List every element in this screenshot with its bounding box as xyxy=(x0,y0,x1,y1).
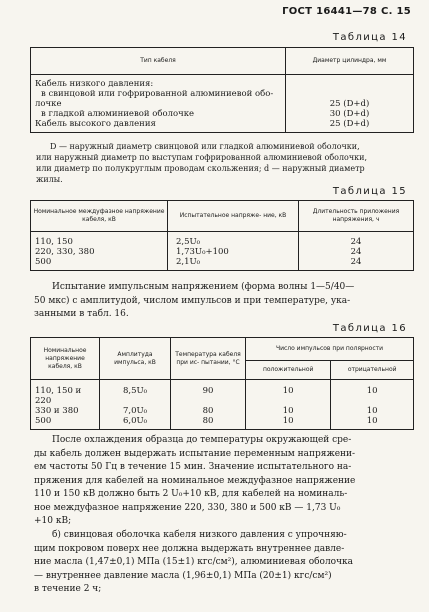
paragraph-line: ное междуфазное напряжение 220, 330, 380 и 500 кВ — 1,73 U₀ xyxy=(34,502,341,513)
table-cell: в гладкой алюминиевой оболочке xyxy=(31,109,286,119)
table14-caption: Таблица 14 xyxy=(332,32,407,43)
table-cell: 10 xyxy=(246,416,331,430)
table16-header-amplitude: Амплитуда импульса, кВ xyxy=(100,338,171,380)
table-cell: 10 xyxy=(246,406,331,416)
table-cell: 80 xyxy=(171,416,246,430)
table15-caption: Таблица 15 xyxy=(332,186,407,197)
table-cell: 500 xyxy=(31,257,168,271)
table-cell: 2,5U₀ xyxy=(168,232,299,248)
table-cell: Кабель низкого давления: xyxy=(31,75,286,90)
table16-header-negative: отрицательной xyxy=(331,361,414,380)
table-row xyxy=(31,416,414,430)
table16-header-impulses: Число импульсов при полярности xyxy=(246,338,414,361)
table-row xyxy=(31,75,414,90)
table14-note xyxy=(36,141,414,185)
table-cell: в свинцовой или гофрированной алюминиевой обо- xyxy=(31,89,286,99)
table16-caption: Таблица 16 xyxy=(332,323,407,334)
table16 xyxy=(30,337,414,430)
note-line: или наружный диаметр по выступам гофрированной алюминиевой оболочки, xyxy=(36,153,368,162)
table-cell: 25 (D+d) xyxy=(286,99,414,109)
table-cell: 2,1U₀ xyxy=(168,257,299,271)
note-line: D — наружный диаметр свинцовой или гладкой алюминиевой оболочки, xyxy=(50,142,360,151)
table-cell: Кабель высокого давления xyxy=(31,119,286,133)
paragraph-line: — внутреннее давление масла (1,96±0,1) МПа (20±1) кгс/см²) xyxy=(34,570,332,581)
table-row xyxy=(31,232,414,248)
paragraph-line: +10 кВ; xyxy=(34,516,72,526)
table-row xyxy=(31,247,414,257)
table-cell: 10 xyxy=(331,380,414,407)
table-row xyxy=(31,406,414,416)
table-cell: 6,0U₀ xyxy=(100,416,171,430)
table15-header-duration: Длительность приложения напряжения, ч xyxy=(299,201,414,232)
table-cell: 24 xyxy=(299,257,414,271)
table-cell: 10 xyxy=(331,406,414,416)
table-cell: 500 xyxy=(31,416,100,430)
table-cell: 80 xyxy=(171,406,246,416)
table16-header-voltage: Номинальное напряжение кабеля, кВ xyxy=(31,338,100,380)
table-cell: 220, 330, 380 xyxy=(31,247,168,257)
table-cell: лочке xyxy=(31,99,286,109)
paragraph-line: ем частоты 50 Гц в течение 15 мин. Значение испытательного на- xyxy=(34,462,352,472)
paragraph-line: занными в табл. 16. xyxy=(34,309,129,319)
table-cell: 10 xyxy=(246,380,331,407)
table-row xyxy=(31,380,414,407)
table-cell: 24 xyxy=(299,247,414,257)
table-row xyxy=(31,257,414,271)
table-cell: 1,73U₀+100 xyxy=(168,247,299,257)
paragraph-line: б) свинцовая оболочка кабеля низкого давления с упрочняю- xyxy=(52,530,347,540)
cooling-test-paragraph xyxy=(34,434,414,529)
table-cell: 90 xyxy=(171,380,246,407)
table14-header-cable-type: Тип кабеля xyxy=(31,48,286,75)
paragraph-line: в течение 2 ч; xyxy=(34,584,102,594)
table-cell xyxy=(286,75,414,90)
paragraph-line: После охлаждения образца до температуры окружающей сре- xyxy=(52,435,352,445)
table16-header-positive: положительной xyxy=(246,361,331,380)
table-cell: 8,5U₀ xyxy=(100,380,171,407)
note-line: или диаметр по полукруглым проводам скольжения; d — наружный диаметр xyxy=(36,164,365,173)
table-cell: 10 xyxy=(331,416,414,430)
table-cell: 30 (D+d) xyxy=(286,109,414,119)
table14 xyxy=(30,47,414,133)
paragraph-line: ды кабель должен выдержать испытание переменным напряжени- xyxy=(34,448,356,459)
table15-header-test-voltage: Испытательное напряже- ние, кВ xyxy=(168,201,299,232)
table15-header-voltage: Номинальное междуфазное напряжение кабеля, кВ xyxy=(31,201,168,232)
table-cell: 7,0U₀ xyxy=(100,406,171,416)
note-line: жилы. xyxy=(36,175,63,184)
sheath-pressure-paragraph xyxy=(34,529,414,597)
table-cell: 330 и 380 xyxy=(31,406,100,416)
table-cell xyxy=(286,89,414,99)
paragraph-line: щим покровом поверх нее должна выдержать внутреннее давле- xyxy=(34,543,345,554)
impulse-test-paragraph xyxy=(34,281,414,322)
table-row xyxy=(31,119,414,133)
paragraph-line: Испытание импульсным напряжением (форма волны 1—5/40— xyxy=(52,282,355,292)
paragraph-line: 50 мкс) с амплитудой, числом импульсов и при температуре, ука- xyxy=(34,295,351,306)
table16-header-temperature: Температура кабеля при ис- пытании, °С xyxy=(171,338,246,380)
table14-header-diameter: Диаметр цилиндра, мм xyxy=(286,48,414,75)
page-header: ГОСТ 16441—78 С. 15 xyxy=(282,6,411,17)
table-cell: 25 (D+d) xyxy=(286,119,414,133)
table-row xyxy=(31,99,414,109)
table-row xyxy=(31,89,414,99)
table-row xyxy=(31,109,414,119)
table-cell: 110, 150 и 220 xyxy=(31,380,100,407)
table-cell: 24 xyxy=(299,232,414,248)
paragraph-line: 110 и 150 кВ должно быть 2 U₀+10 кВ, для кабелей на номиналь- xyxy=(34,489,348,499)
table-cell: 110, 150 xyxy=(31,232,168,248)
paragraph-line: ние масла (1,47±0,1) МПа (15±1) кгс/см²), алюминиевая оболочка xyxy=(34,557,354,567)
paragraph-line: пряжения для кабелей на номинальное междуфазное напряжение xyxy=(34,475,356,486)
table15 xyxy=(30,200,414,271)
